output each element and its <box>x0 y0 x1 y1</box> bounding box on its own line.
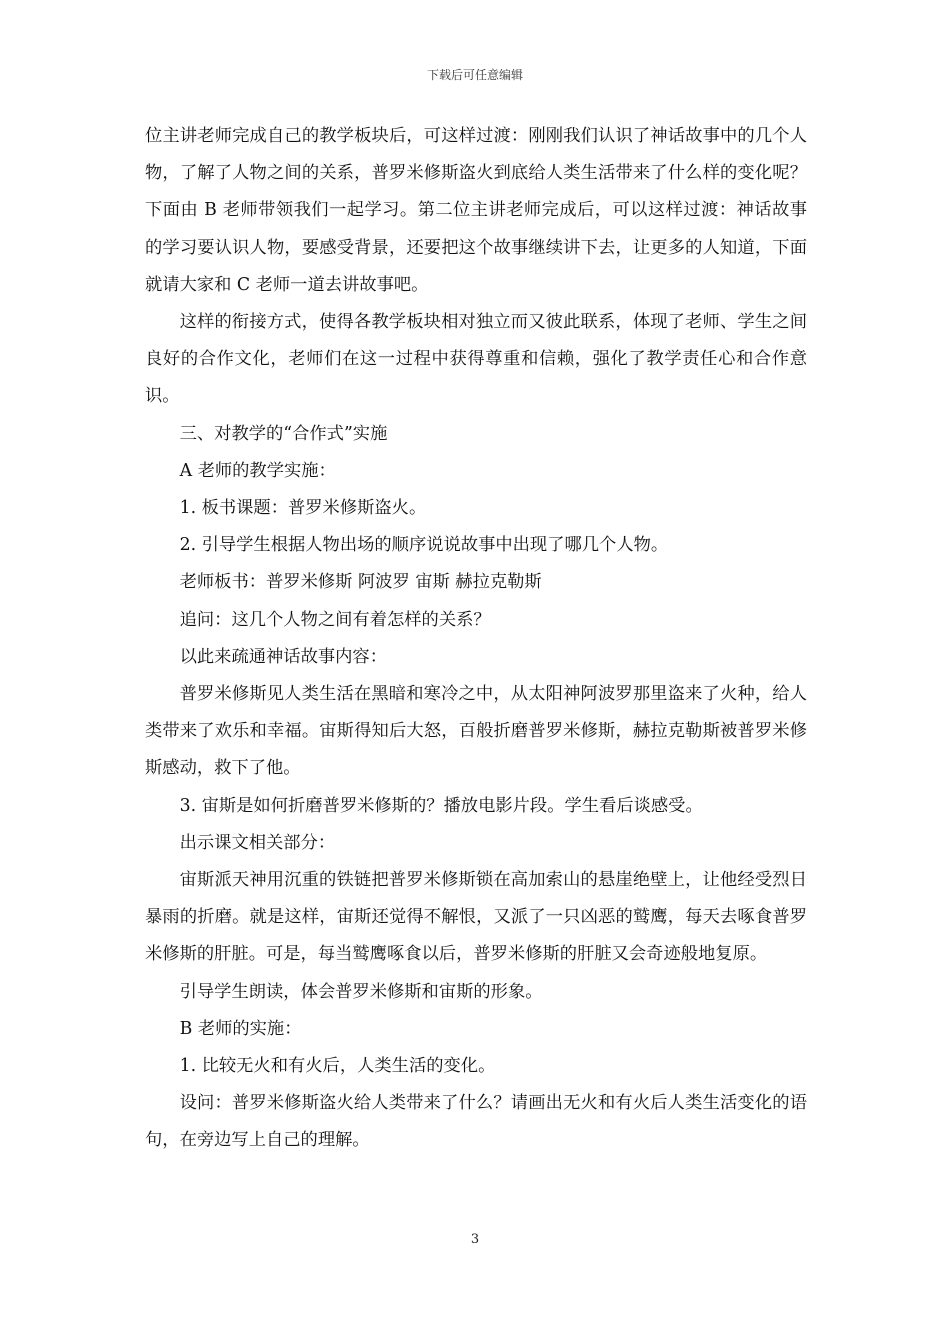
document-body <box>145 118 807 1160</box>
step-1: 1. 板书课题：普罗米修斯盗火。 <box>179 498 427 519</box>
section-heading: 三、对教学的“合作式”实施 <box>179 423 388 444</box>
page-number: 3 <box>470 1232 480 1247</box>
teacher-b-heading: B 老师的实施： <box>179 1018 302 1039</box>
page-header-note: 下载后可任意编辑 <box>426 68 523 82</box>
content-intro: 以此来疏通神话故事内容： <box>179 646 387 667</box>
story-summary: 普罗米修斯见人类生活在黑暗和寒冷之中，从太阳神阿波罗那里盗来了火种，给人类带来了欢乐和幸福。宙斯得知后大怒，百般折磨普罗米修斯，赫拉克勒斯被普罗米修斯感动，救下了他。 <box>145 684 807 779</box>
follow-up-question: 追问：这几个人物之间有着怎样的关系？ <box>179 609 491 630</box>
step-3: 3. 宙斯是如何折磨普罗米修斯的？播放电影片段。学生看后谈感受。 <box>179 795 703 816</box>
paragraph-transition: 位主讲老师完成自己的教学板块后，可这样过渡：刚刚我们认识了神话故事中的几个人物，了解了人物之间的关系，普罗米修斯盗火到底给人类生活带来了什么样的变化呢？下面由 B 老师带领我们一起学习。第二位主讲老师完成后，可以这样过渡：神话故事的学习要认识人物，要感受背景，还要把这个故事继续讲下去，让更多的人知道，下面就请大家和 C 老师一道去讲故事吧。 <box>145 126 807 295</box>
blackboard-note: 老师板书：普罗米修斯 阿波罗 宙斯 赫拉克勒斯 <box>179 572 542 593</box>
teacher-b-step-1: 1. 比较无火和有火后，人类生活的变化。 <box>179 1056 496 1077</box>
text-excerpt-intro: 出示课文相关部分： <box>179 832 336 853</box>
paragraph-summary: 这样的衔接方式，使得各教学板块相对独立而又彼此联系，体现了老师、学生之间良好的合作文化，老师们在这一过程中获得尊重和信赖，强化了教学责任心和合作意识。 <box>145 312 807 407</box>
reading-guidance: 引导学生朗读，体会普罗米修斯和宙斯的形象。 <box>179 981 543 1002</box>
teacher-a-heading: A 老师的教学实施： <box>179 460 336 481</box>
step-2: 2. 引导学生根据人物出场的顺序说说故事中出现了哪几个人物。 <box>179 535 669 556</box>
text-excerpt: 宙斯派天神用沉重的铁链把普罗米修斯锁在高加索山的悬崖绝壁上，让他经受烈日暴雨的折磨。就是这样，宙斯还觉得不解恨，又派了一只凶恶的鹫鹰，每天去啄食普罗米修斯的肝脏。可是，每当鹫鹰啄食以后，普罗米修斯的肝脏又会奇迹般地复原。 <box>145 870 807 965</box>
teacher-b-question: 设问：普罗米修斯盗火给人类带来了什么？请画出无火和有火后人类生活变化的语句，在旁边写上自己的理解。 <box>145 1093 807 1151</box>
